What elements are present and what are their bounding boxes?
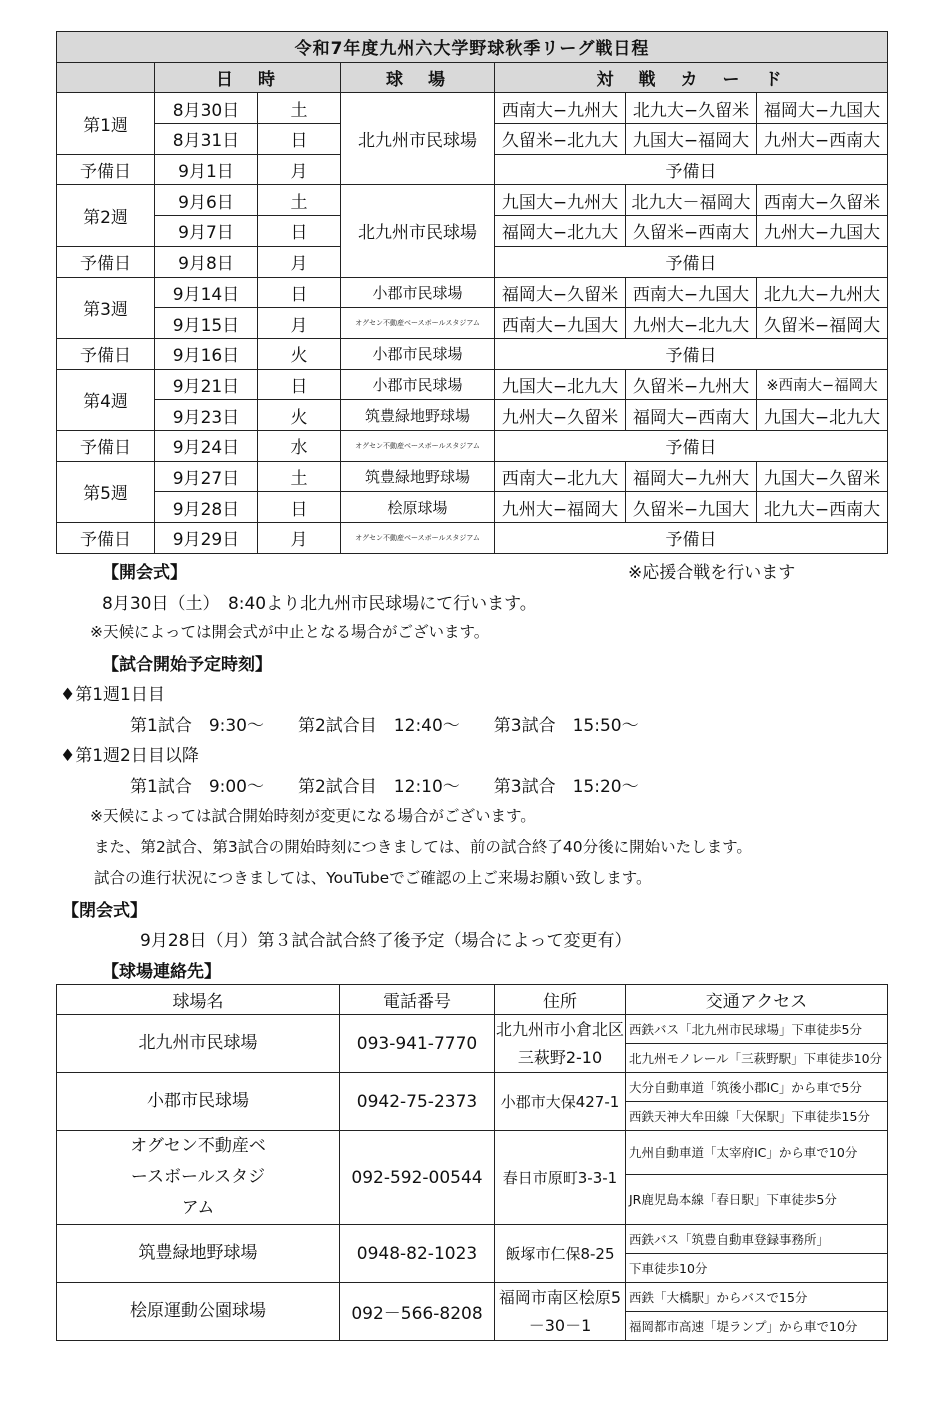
venue-cell: 小郡市民球場	[341, 338, 495, 369]
venue-cell: 小郡市民球場	[341, 369, 495, 400]
venue-name: オグセン不動産ベースボールスタジアム	[57, 1131, 340, 1225]
cheer-note: ※応援合戦を行います	[628, 563, 796, 583]
contact-heading: 【球場連絡先】	[102, 962, 221, 982]
venue-access: 大分自動車道「筑後小郡IC」から車で5分	[626, 1073, 888, 1102]
week-label: 予備日	[57, 523, 155, 554]
venue-address: 飯塚市仁保8-25	[495, 1225, 626, 1283]
date-cell: 9月14日	[155, 277, 258, 308]
venue-access: 九州自動車道「太宰府IC」から車で10分	[626, 1131, 888, 1175]
table-row	[57, 1225, 888, 1254]
week-label: 第2週	[57, 185, 155, 246]
venue-access: 福岡都市高速「堤ランプ」から車で10分	[626, 1312, 888, 1341]
date-cell: 9月15日	[155, 308, 258, 339]
date-cell: 9月1日	[155, 154, 258, 185]
match-cell: 北九大－福岡大	[626, 185, 757, 216]
match-cell: ※西南大−福岡大	[757, 369, 888, 400]
day-cell: 水	[258, 430, 341, 461]
match-cell: 九国大−九州大	[495, 185, 626, 216]
venue-access: 西鉄バス「筑豊自動車登録事務所」	[626, 1225, 888, 1254]
match-cell: 久留米−北九大	[495, 124, 626, 155]
closing-line: 9月28日（月）第３試合試合終了後予定（場合によって変更有）	[140, 931, 632, 951]
header-matches: 対 戦 カ ー ド	[495, 62, 888, 93]
reserve-cell: 予備日	[495, 430, 888, 461]
match-cell: 北九大−久留米	[626, 93, 757, 124]
day2-times: 第1試合 9:00〜 第2試合目 12:10〜 第3試合 15:20〜	[130, 777, 639, 797]
table-row	[57, 1131, 888, 1175]
day-cell: 土	[258, 93, 341, 124]
opening-heading: 【開会式】	[102, 563, 187, 583]
week-label: 第5週	[57, 461, 155, 522]
youtube-note: 試合の進行状況につきましては、YouTubeでご確認の上ご来場お願い致します。	[94, 869, 652, 887]
venue-address: 北九州市小倉北区三萩野2-10	[495, 1015, 626, 1073]
match-cell: 九州大−福岡大	[495, 492, 626, 523]
date-cell: 9月8日	[155, 246, 258, 277]
venue-address: 福岡市南区桧原5－30－1	[495, 1283, 626, 1341]
day-cell: 土	[258, 461, 341, 492]
venue-name: 北九州市民球場	[57, 1015, 340, 1073]
date-cell: 9月23日	[155, 400, 258, 431]
week-label: 第1週	[57, 93, 155, 154]
date-cell: 9月28日	[155, 492, 258, 523]
date-cell: 8月31日	[155, 124, 258, 155]
header-access: 交通アクセス	[626, 985, 888, 1015]
table-row	[57, 1073, 888, 1102]
match-cell: 九州大−九国大	[757, 216, 888, 247]
day-cell: 日	[258, 124, 341, 155]
closing-heading: 【閉会式】	[62, 901, 147, 921]
day-cell: 日	[258, 216, 341, 247]
date-cell: 9月27日	[155, 461, 258, 492]
match-cell: 福岡大−九州大	[626, 461, 757, 492]
day-cell: 月	[258, 154, 341, 185]
date-cell: 8月30日	[155, 93, 258, 124]
venue-phone: 093-941-7770	[340, 1015, 495, 1073]
header-phone: 電話番号	[340, 985, 495, 1015]
venue-cell: 北九州市民球場	[341, 93, 495, 185]
day-cell: 日	[258, 277, 341, 308]
opening-line: 8月30日（土） 8:40より北九州市民球場にて行います。	[102, 594, 537, 614]
table-row	[57, 308, 888, 339]
venue-access: 西鉄天神大牟田線「大保駅」下車徒歩15分	[626, 1102, 888, 1131]
table-row	[57, 369, 888, 400]
table-row	[57, 461, 888, 492]
date-cell: 9月21日	[155, 369, 258, 400]
match-cell: 福岡大−北九大	[495, 216, 626, 247]
week-label: 予備日	[57, 338, 155, 369]
venue-cell: 北九州市民球場	[341, 185, 495, 277]
match-cell: 西南大−久留米	[757, 185, 888, 216]
venue-phone: 092-592-00544	[340, 1131, 495, 1225]
date-cell: 9月7日	[155, 216, 258, 247]
date-cell: 9月24日	[155, 430, 258, 461]
venue-address: 春日市原町3-3-1	[495, 1131, 626, 1225]
table-row	[57, 93, 888, 124]
start-time-heading: 【試合開始予定時刻】	[102, 655, 272, 675]
match-cell: 福岡大−西南大	[626, 400, 757, 431]
time-rule-note: また、第2試合、第3試合の開始時刻につきましては、前の試合終了40分後に開始いたします。	[94, 838, 752, 856]
reserve-cell: 予備日	[495, 523, 888, 554]
table-row	[57, 400, 888, 431]
match-cell: 九州大−久留米	[495, 400, 626, 431]
header-venue: 球 場	[341, 62, 495, 93]
venue-name: 桧原運動公園球場	[57, 1283, 340, 1341]
venue-access: 西鉄「大橋駅」からバスで15分	[626, 1283, 888, 1312]
venue-cell: オグセン不動産ベースボールスタジアム	[341, 523, 495, 554]
venue-access: 西鉄バス「北九州市民球場」下車徒歩5分	[626, 1015, 888, 1044]
match-cell: 西南大−九国大	[495, 308, 626, 339]
match-cell: 九州大−北九大	[626, 308, 757, 339]
date-cell: 9月16日	[155, 338, 258, 369]
match-cell: 北九大−九州大	[757, 277, 888, 308]
match-cell: 久留米−福岡大	[757, 308, 888, 339]
venue-contacts-table	[56, 984, 888, 1341]
header-address: 住所	[495, 985, 626, 1015]
table-row	[57, 492, 888, 523]
match-cell: 久留米−九国大	[626, 492, 757, 523]
venue-phone: 092－566-8208	[340, 1283, 495, 1341]
venue-address: 小郡市大保427-1	[495, 1073, 626, 1131]
table-row	[57, 430, 888, 461]
time-weather-note: ※天候によっては試合開始時刻が変更になる場合がございます。	[90, 807, 536, 825]
week-label: 予備日	[57, 154, 155, 185]
venue-access: 北九州モノレール「三萩野駅」下車徒歩10分	[626, 1044, 888, 1073]
week-label: 予備日	[57, 430, 155, 461]
venue-access: JR鹿児島本線「春日駅」下車徒歩5分	[626, 1174, 888, 1224]
day-cell: 日	[258, 369, 341, 400]
venue-name: 筑豊緑地野球場	[57, 1225, 340, 1283]
header-venue-name: 球場名	[57, 985, 340, 1015]
day-cell: 月	[258, 308, 341, 339]
match-cell: 西南大−九州大	[495, 93, 626, 124]
match-cell: 九国大−福岡大	[626, 124, 757, 155]
week-label: 予備日	[57, 246, 155, 277]
day1-heading: ♦第1週1日目	[60, 685, 165, 705]
venue-cell: 筑豊緑地野球場	[341, 400, 495, 431]
table-row	[57, 277, 888, 308]
match-cell: 九州大−西南大	[757, 124, 888, 155]
date-cell: 9月29日	[155, 523, 258, 554]
day-cell: 月	[258, 523, 341, 554]
day-cell: 火	[258, 338, 341, 369]
venue-name: 小郡市民球場	[57, 1073, 340, 1131]
match-cell: 西南大−九国大	[626, 277, 757, 308]
venue-cell: オグセン不動産ベースボールスタジアム	[341, 430, 495, 461]
day2-heading: ♦第1週2日目以降	[60, 746, 199, 766]
day1-times: 第1試合 9:30〜 第2試合目 12:40〜 第3試合 15:50〜	[130, 716, 639, 736]
venue-cell: 筑豊緑地野球場	[341, 461, 495, 492]
match-cell: 九国大−北九大	[495, 369, 626, 400]
table-row	[57, 523, 888, 554]
reserve-cell: 予備日	[495, 154, 888, 185]
match-cell: 福岡大−九国大	[757, 93, 888, 124]
match-cell: 久留米−九州大	[626, 369, 757, 400]
venue-cell: 小郡市民球場	[341, 277, 495, 308]
header-date: 日 時	[155, 62, 341, 93]
table-row	[57, 1015, 888, 1044]
match-cell: 福岡大−久留米	[495, 277, 626, 308]
match-cell: 九国大−久留米	[757, 461, 888, 492]
venue-cell: オグセン不動産ベースボールスタジアム	[341, 308, 495, 339]
header-week-blank	[57, 62, 155, 93]
reserve-cell: 予備日	[495, 246, 888, 277]
venue-cell: 桧原球場	[341, 492, 495, 523]
day-cell: 火	[258, 400, 341, 431]
opening-weather-note: ※天候によっては開会式が中止となる場合がございます。	[90, 623, 490, 641]
reserve-cell: 予備日	[495, 338, 888, 369]
week-label: 第4週	[57, 369, 155, 430]
venue-phone: 0948-82-1023	[340, 1225, 495, 1283]
table-row	[57, 1283, 888, 1312]
week-label: 第3週	[57, 277, 155, 338]
venue-phone: 0942-75-2373	[340, 1073, 495, 1131]
schedule-table	[56, 31, 888, 554]
venue-access: 下車徒歩10分	[626, 1254, 888, 1283]
schedule-title: 令和7年度九州六大学野球秋季リーグ戦日程	[57, 32, 888, 63]
day-cell: 日	[258, 492, 341, 523]
match-cell: 西南大−北九大	[495, 461, 626, 492]
match-cell: 北九大−西南大	[757, 492, 888, 523]
match-cell: 久留米−西南大	[626, 216, 757, 247]
table-row	[57, 338, 888, 369]
table-row	[57, 185, 888, 216]
match-cell: 九国大−北九大	[757, 400, 888, 431]
day-cell: 月	[258, 246, 341, 277]
date-cell: 9月6日	[155, 185, 258, 216]
day-cell: 土	[258, 185, 341, 216]
